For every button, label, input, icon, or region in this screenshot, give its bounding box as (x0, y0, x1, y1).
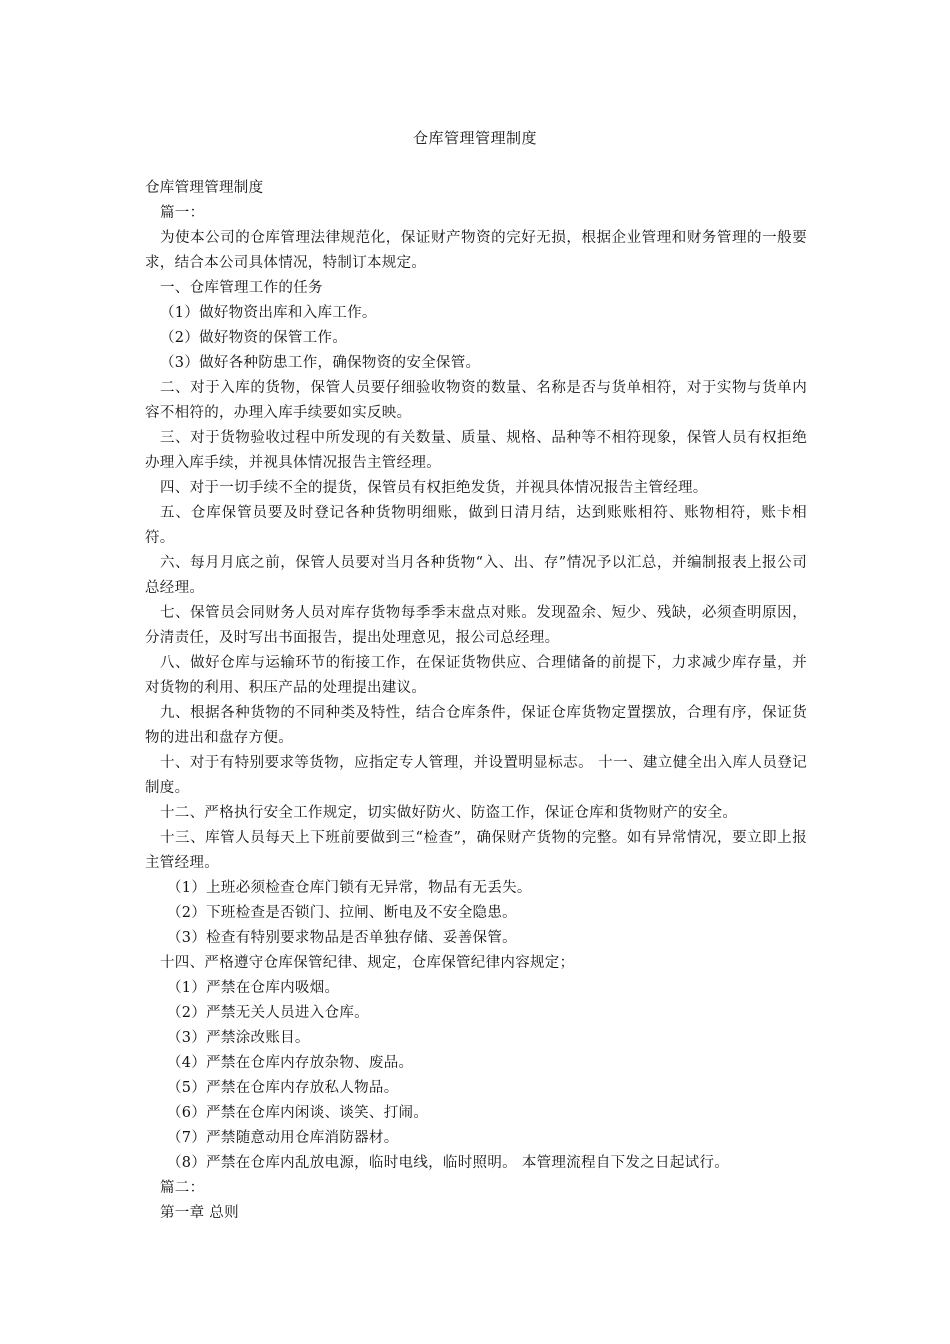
list-item: （6）严禁在仓库内闲谈、谈笑、打闹。 (167, 1105, 429, 1121)
list-item: （1）严禁在仓库内吸烟。 (167, 980, 340, 996)
paragraph: 十、对于有特别要求等货物，应指定专人管理，并设置明显标志。 十一、建立健全出入库人员登记制度。 (145, 755, 807, 796)
paragraph: 二、对于入库的货物，保管人员要仔细验收物资的数量、名称是否与货单相符，对于实物与货单内容不相符的，办理入库手续要如实反映。 (145, 380, 807, 421)
document-title: 仓库管理管理制度 (412, 129, 537, 147)
paragraph: 七、保管员会同财务人员对库存货物每季季末盘点对账。发现盈余、短少、残缺，必须查明原因，分清责任，及时写出书面报告，提出处理意见，报公司总经理。 (145, 605, 807, 646)
document-body (145, 176, 807, 1226)
list-item: （3）检查有特别要求物品是否单独存储、妥善保管。 (167, 930, 517, 946)
list-item: （4）严禁在仓库内存放杂物、废品。 (167, 1055, 414, 1071)
list-item: （5）严禁在仓库内存放私人物品。 (167, 1080, 399, 1096)
paragraph: 八、做好仓库与运输环节的衔接工作，在保证货物供应、合理储备的前提下，力求减少库存量，并对货物的利用、积压产品的处理提出建议。 (145, 655, 807, 696)
list-item: （7）严禁随意动用仓库消防器材。 (167, 1130, 399, 1146)
paragraph: 五、仓库保管员要及时登记各种货物明细账，做到日清月结，达到账账相符、账物相符，账卡相符。 (145, 505, 807, 546)
part-label: 篇一： (160, 205, 205, 221)
paragraph: 十四、严格遵守仓库保管纪律、规定，仓库保管纪律内容规定； (160, 955, 575, 971)
list-item: （2）下班检查是否锁门、拉闸、断电及不安全隐患。 (167, 905, 517, 921)
list-item: （2）做好物资的保管工作。 (160, 330, 348, 346)
list-item: （3）严禁涂改账目。 (167, 1030, 310, 1046)
list-item: （8）严禁在仓库内乱放电源，临时电线，临时照明。 本管理流程自下发之日起试行。 (167, 1155, 730, 1171)
section-heading: 仓库管理管理制度 (145, 180, 264, 196)
paragraph: 九、根据各种货物的不同种类及特性，结合仓库条件，保证仓库货物定置摆放，合理有序，保证货物的进出和盘存方便。 (145, 705, 807, 746)
list-item: （3）做好各种防患工作，确保物资的安全保管。 (160, 355, 481, 371)
paragraph: 六、每月月底之前，保管人员要对当月各种货物“入、出、存”情况予以汇总，并编制报表上报公司总经理。 (145, 555, 807, 596)
paragraph: 四、对于一切手续不全的提货，保管员有权拒绝发货，并视具体情况报告主管经理。 (160, 480, 708, 496)
list-item: （1）做好物资出库和入库工作。 (160, 305, 377, 321)
list-item: （1）上班必须检查仓库门锁有无异常，物品有无丢失。 (167, 880, 532, 896)
paragraph: 三、对于货物验收过程中所发现的有关数量、质量、规格、品种等不相符现象，保管人员有权拒绝办理入库手续，并视具体情况报告主管经理。 (145, 430, 807, 471)
paragraph: 一、仓库管理工作的任务 (160, 280, 323, 296)
list-item: （2）严禁无关人员进入仓库。 (167, 1005, 369, 1021)
paragraph: 十二、严格执行安全工作规定，切实做好防火、防盗工作，保证仓库和货物财产的安全。 (160, 805, 738, 821)
chapter-heading: 第一章 总则 (160, 1205, 239, 1221)
paragraph: 为使本公司的仓库管理法律规范化，保证财产物资的完好无损，根据企业管理和财务管理的一般要求，结合本公司具体情况，特制订本规定。 (145, 230, 807, 271)
part-label: 篇二： (160, 1180, 205, 1196)
paragraph: 十三、库管人员每天上下班前要做到三“检查”，确保财产货物的完整。如有异常情况，要立即上报主管经理。 (145, 830, 807, 871)
